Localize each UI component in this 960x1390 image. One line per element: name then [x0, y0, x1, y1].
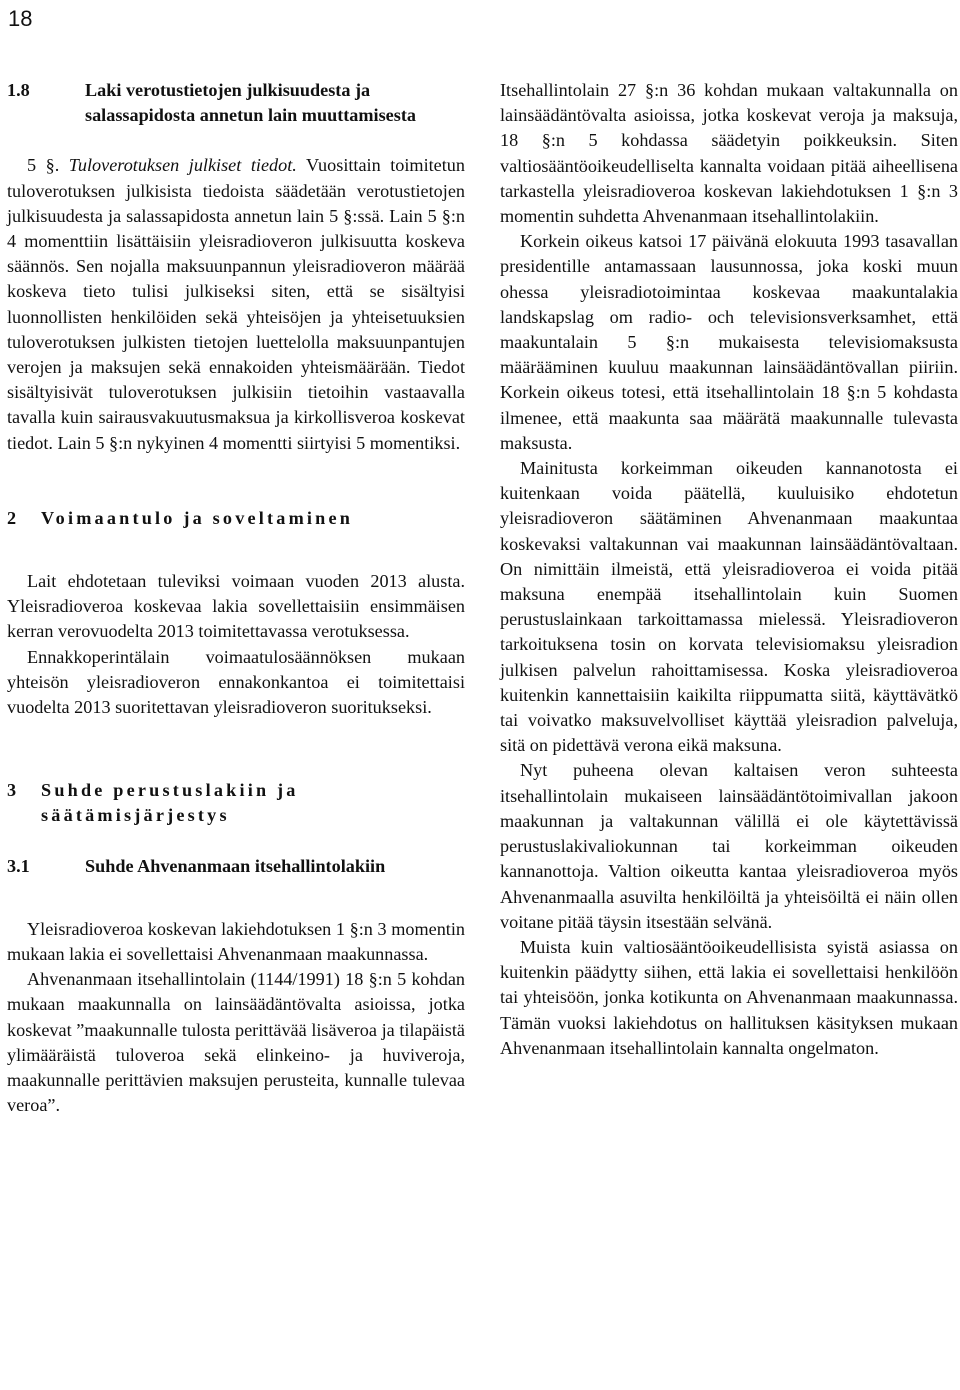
left-column — [7, 78, 465, 1119]
heading-title: Suhde Ahvenanmaan itsehallintolakiin — [85, 855, 386, 876]
paragraph: Lait ehdotetaan tuleviksi voimaan vuoden 2013 alusta. Yleisradioveroa koskevaa lakia sovellettaisiin ensimmäisen kerran verovuodelta 2013 toimitettavassa verotuksessa. — [7, 571, 465, 642]
paragraph: Nyt puheena olevan kaltaisen veron suhteesta itsehallintolain mukaiseen lainsäädäntötoimivallan jakoon maakunnan ja valtakunnan välillä ei ole käytettävissä perustuslakivaliokunnan tai korkeimman oikeuden kannanottoja. Valtion oikeutta kantaa yleisradioveroa myös Ahvenanmaalla asuvilta henkilöiltä ja yhteisöiltä ei näin ollen voitane pitää täysin itsestään selvänä. — [500, 760, 958, 932]
heading-number: 3.1 — [7, 855, 30, 876]
heading-number: 2 — [7, 507, 17, 528]
paragraph: Ennakkoperintälain voimaatulosäännöksen mukaan yhteisön yleisradioveron ennakonkantoa ei toimitettaisi vuodelta 2013 suoritettavan yleisradioveron suoritukseksi. — [7, 646, 465, 718]
paragraph: Yleisradioveroa koskevan lakiehdotuksen 1 §:n 3 momentin mukaan lakia ei sovellettaisi Ahvenanmaan maakunnassa. — [7, 918, 465, 965]
paragraph: Muista kuin valtiosääntöoikeudellisista syistä asiassa on kuitenkin päädytty siihen, että lakia ei sovellettaisi henkilöön tai yhteisöön, jonka kotikunta on Ahvenanmaan maakunnassa. Tämän vuoksi lakiehdotus on hallituksen käsityksen mukaan Ahvenanmaan itsehallintolain kannalta ongelmaton. — [500, 936, 958, 1058]
heading-number: 3 — [7, 780, 17, 801]
heading-1-8 — [7, 78, 465, 128]
heading-title: Voimaantulo ja soveltaminen — [41, 507, 354, 528]
section-italic-title: Tuloverotuksen julkiset tiedot. — [68, 155, 297, 176]
heading-title: Suhde perustuslakiin ja säätämisjärjestys — [41, 780, 299, 826]
right-column — [500, 78, 958, 1061]
heading-2 — [7, 506, 465, 531]
heading-3-1 — [7, 854, 465, 879]
heading-3 — [7, 778, 465, 828]
section-body: Vuosittain toimitetun tuloverotuksen julkisista tiedoista säädetään verotustietojen julkisuudesta ja salassapidosta annetun lain 5 §:ssä. Lain 5 §:n 4 momenttiin lisättäisiin yleisradioveron julkisuutta koskeva säännös. Sen nojalla maksuunpannun yleisradioveron määrää koskeva tieto tulisi julkiseksi siten, että se sisältyisi luonnollisten henkilöiden sekä yhteisöjen ja yhteisetuuksien tuloverotuksen julkisten tietojen luettelolla maksuunpantujen verojen ja maksujen sekä ennakoiden yhteismäärään. Tiedot sisältyisivät tuloverotuksen julkisiin tietoihin vastaavalla tavalla kuin sairausvakuutusmaksua ja kirkollisveroa koskevat tiedot. Lain 5 §:n nykyinen 4 momentti siirtyisi 5 momentiksi. — [7, 155, 465, 453]
paragraph: Ahvenanmaan itsehallintolain (1144/1991) 18 §:n 5 kohdan mukaan maakunnalla on lainsäädäntövalta asioissa, jotka koskevat ”maakunnalle tulosta perittävää lisäveroa ja tilapäistä ylimääräistä tuloveroa sekä elinkeino- ja huviveroja, maakunnalle perittävien maksujen perusteita, kunnalle tulevaa veroa”. — [7, 969, 465, 1116]
heading-number: 1.8 — [7, 80, 30, 100]
section-lead: 5 §. — [27, 155, 69, 176]
paragraph: Itsehallintolain 27 §:n 36 kohdan mukaan valtakunnalla on lainsäädäntövalta asioissa, jotka koskevat veroja ja maksuja, 18 §:n 5 kohdassa säädetyin poikkeuksin. Siten valtiosääntöoikeudelliselta kannalta voidaan pitää aiheellisena tarkastella yleisradioveroa koskevan lakiehdotuksen 1 §:n 3 momentin suhdetta Ahvenanmaan itsehallintolakiin. — [500, 80, 958, 227]
paragraph: Korkein oikeus katsoi 17 päivänä elokuuta 1993 tasavallan presidentille antamassaan lausunnossa, joka koski muun ohessa yleisradiotoimintaa koskevaa maakuntalakia landskapslag om radio- och televisionsverksamhet, että maakuntalain 5 §:n mukaisesta televisiomaksusta määrääminen kuuluu maakunnan lainsäädäntövallan piiriin. Korkein oikeus totesi, että itsehallintolain 18 §:n 5 kohdasta ilmenee, että maakunta saa määrätä maakunnalle tulevasta maksusta. — [500, 231, 958, 453]
paragraph: Mainitusta korkeimman oikeuden kannanotosta ei kuitenkaan voida päätellä, kuuluisiko ehdotetun yleisradioveron säätäminen Ahvenanmaan maakuntaa koskevaksi valtakunnan vai maakunnan lainsäädäntövaltaan. On nimittäin ilmeistä, että yleisradioveroa ei voida pitää maksuna enempää itsehallintolain kuin Suomen perustuslainkaan tarkoittamassa mielessä. Yleisradioveron tarkoituksena tosin on korvata televisiomaksu yleisradion julkisen palvelun rahoittamisessa. Koska yleisradioveroa kuitenkin kannettaisiin kaikilta riippumatta siitä, käyttävätkö tai voivatko maksuvelvolliset käyttää yleisradion palveluja, sitä on pidettävä verona eikä maksuna. — [500, 458, 958, 756]
section-5-paragraph — [7, 153, 465, 455]
heading-title: Laki verotustietojen julkisuudesta ja salassapidosta annetun lain muuttamisesta — [85, 80, 416, 126]
page-number: 18 — [8, 6, 33, 31]
